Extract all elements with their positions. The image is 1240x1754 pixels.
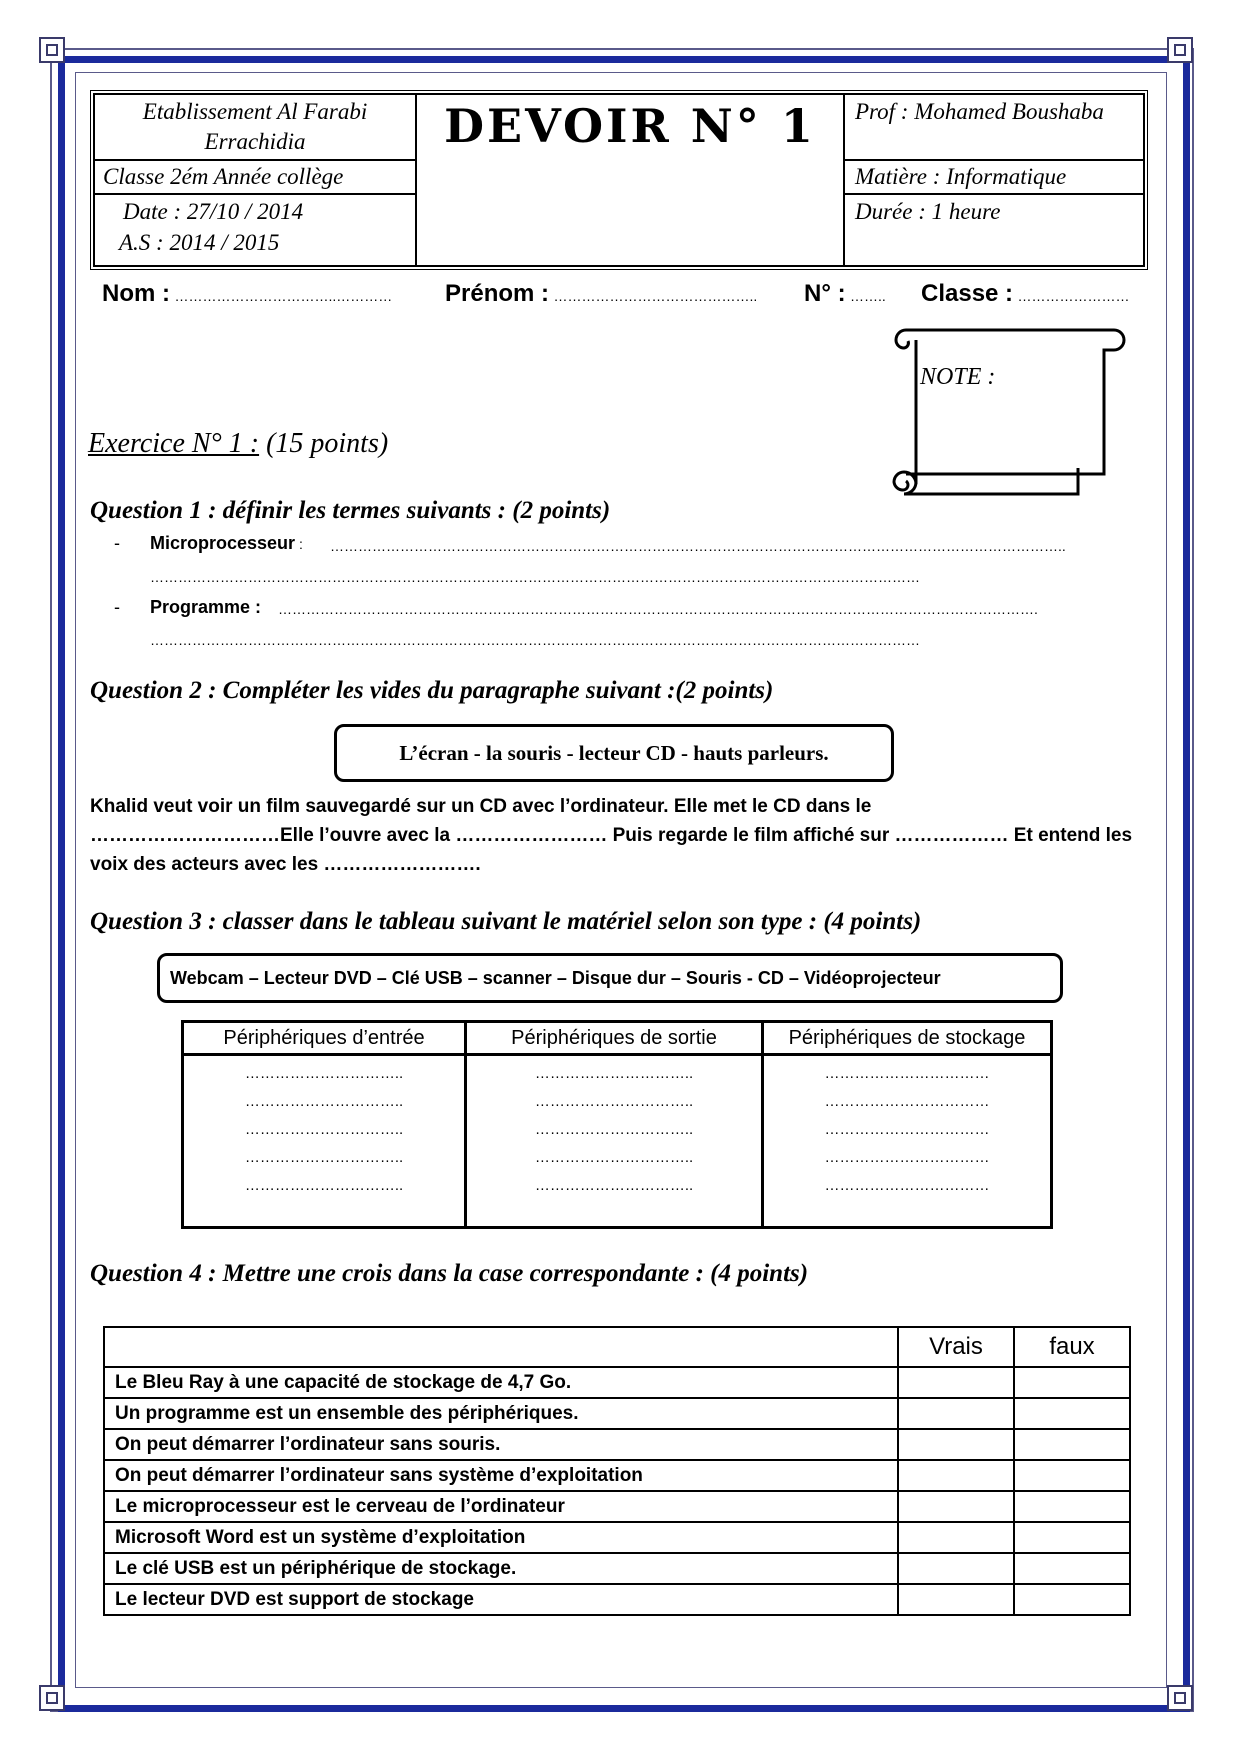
duration-label: Durée : 1 heure [855, 199, 1001, 224]
q4-false-checkbox[interactable] [1014, 1522, 1130, 1553]
q1-answer-field[interactable]: ………………………………………………………………………………………………………………………………………………… [150, 569, 920, 585]
academic-year: A.S : 2014 / 2015 [119, 230, 280, 255]
school-name: Etablissement Al Farabi [142, 99, 368, 124]
q1-answer-field[interactable]: ………………………………………………………………………………………………………………………………………………. [278, 601, 1038, 617]
question-1-title: Question 1 : définir les termes suivants : (2 points) [90, 497, 611, 524]
q3-word-box [157, 953, 1063, 1003]
q4-false-checkbox[interactable] [1014, 1491, 1130, 1522]
q4-true-checkbox[interactable] [898, 1553, 1014, 1584]
q4-true-checkbox[interactable] [898, 1584, 1014, 1615]
exam-date: Date : 27/10 / 2014 [123, 199, 304, 224]
classe-field[interactable]: …………………… [1017, 288, 1130, 304]
header-table [90, 90, 1148, 270]
q3-dot-line: ………………………….. [534, 1177, 694, 1194]
class-cell [94, 160, 416, 194]
q4-false-checkbox[interactable] [1014, 1367, 1130, 1398]
exercise-title [88, 428, 388, 460]
class-label: Classe 2ém Année collège [103, 164, 344, 189]
number-label: N° : [804, 280, 846, 307]
classe-label: Classe : [921, 280, 1014, 307]
corner-ornament-icon [39, 1685, 65, 1711]
classe-group [921, 280, 1130, 308]
q4-statement: Le clé USB est un périphérique de stockage. [104, 1553, 898, 1584]
q1-term: Programme : [150, 597, 262, 617]
prof-cell [844, 94, 1144, 160]
q3-output-column[interactable] [466, 1055, 763, 1228]
q4-statement: Microsoft Word est un système d’exploitation [104, 1522, 898, 1553]
q3-type-table [181, 1020, 1053, 1229]
q4-true-checkbox[interactable] [898, 1429, 1014, 1460]
q1-bullet: - [114, 533, 120, 553]
q4-statement: Le Bleu Ray à une capacité de stockage de 4,7 Go. [104, 1367, 898, 1398]
corner-ornament-icon [1167, 37, 1193, 63]
q1-answer-field[interactable]: ………………………………………………………………………………………………………………………………………….. [330, 538, 1066, 554]
nom-field[interactable]: ……………………………..………… [174, 288, 393, 304]
prenom-label: Prénom : [445, 280, 550, 307]
page-title: DEVOIR N° 1 [444, 99, 816, 153]
q4-false-checkbox[interactable] [1014, 1398, 1130, 1429]
exercise-number: Exercice N° 1 : [88, 428, 260, 459]
q3-storage-column[interactable] [763, 1055, 1052, 1228]
exercise-points: (15 points) [259, 428, 389, 459]
q2-paragraph-line: Khalid veut voir un film sauvegardé sur un CD avec l’ordinateur. Elle met le CD dans le [90, 796, 872, 817]
q4-true-checkbox[interactable] [898, 1522, 1014, 1553]
q4-true-checkbox[interactable] [898, 1491, 1014, 1522]
q4-statement-header [104, 1327, 898, 1367]
q4-true-false-table [103, 1326, 1131, 1616]
note-scroll-icon [878, 326, 1130, 506]
q1-term: Microprocesseur [150, 533, 296, 553]
q3-dot-line: ………………………….. [534, 1065, 694, 1082]
school-city: Errachidia [204, 129, 306, 154]
q3-dot-line: …………………………… [824, 1093, 990, 1110]
q3-input-column[interactable] [183, 1055, 466, 1228]
q3-header-output: Périphériques de sortie [466, 1022, 763, 1055]
q4-false-checkbox[interactable] [1014, 1584, 1130, 1615]
question-3-title: Question 3 : classer dans le tableau suivant le matériel selon son type : (4 points) [90, 908, 922, 935]
q4-true-checkbox[interactable] [898, 1367, 1014, 1398]
q4-true-checkbox[interactable] [898, 1398, 1014, 1429]
q4-statement: Le microprocesseur est le cerveau de l’ordinateur [104, 1491, 898, 1522]
school-cell [94, 94, 416, 160]
q4-statement: On peut démarrer l’ordinateur sans souris. [104, 1429, 898, 1460]
note-label: NOTE : [920, 364, 996, 390]
q4-false-checkbox[interactable] [1014, 1553, 1130, 1584]
q3-dot-line: ………………………….. [534, 1149, 694, 1166]
number-field[interactable]: …….. [850, 288, 886, 304]
prenom-group [445, 280, 757, 308]
q1-term-row [150, 533, 303, 554]
q3-dot-line: ………………………….. [244, 1065, 404, 1082]
q2-paragraph-line: voix des acteurs avec les ……………………. [90, 854, 481, 875]
q3-word-list: Webcam – Lecteur DVD – Clé USB – scanner – Disque dur – Souris - CD – Vidéoprojecteur [170, 968, 941, 988]
corner-ornament-icon [1167, 1685, 1193, 1711]
subject-cell [844, 160, 1144, 194]
q2-word-list: L’écran - la souris - lecteur CD - hauts parleurs. [399, 741, 829, 765]
q3-dot-line: …………………………… [824, 1149, 990, 1166]
q4-statement: Un programme est un ensemble des périphériques. [104, 1398, 898, 1429]
q4-false-checkbox[interactable] [1014, 1429, 1130, 1460]
question-4-title: Question 4 : Mettre une crois dans la case correspondante : (4 points) [90, 1260, 809, 1287]
q3-header-storage: Périphériques de stockage [763, 1022, 1052, 1055]
q3-dot-line: ………………………….. [244, 1121, 404, 1138]
q3-dot-line: …………………………… [824, 1121, 990, 1138]
q2-paragraph-line: …………………………Elle l’ouvre avec la …………………… Puis regarde le film affiché sur ……………… Et entend les [90, 825, 1133, 846]
q3-dot-line: ………………………….. [534, 1121, 694, 1138]
number-group [804, 280, 886, 308]
prenom-field[interactable]: …………………………………….. [553, 288, 758, 304]
q4-header-true: Vrais [898, 1327, 1014, 1367]
q4-false-checkbox[interactable] [1014, 1460, 1130, 1491]
corner-ornament-icon [39, 37, 65, 63]
q3-dot-line: ………………………….. [244, 1149, 404, 1166]
subject-label: Matière : Informatique [855, 164, 1067, 189]
q3-dot-line: ………………………….. [244, 1177, 404, 1194]
q2-word-box [334, 724, 894, 782]
prof-name: Prof : Mohamed Boushaba [855, 99, 1104, 124]
q3-dot-line: …………………………… [824, 1177, 990, 1194]
q3-dot-line: ………………………….. [244, 1093, 404, 1110]
date-cell [94, 194, 416, 266]
q3-dot-line: …………………………… [824, 1065, 990, 1082]
q4-statement: On peut démarrer l’ordinateur sans système d’exploitation [104, 1460, 898, 1491]
q3-dot-line: ………………………….. [534, 1093, 694, 1110]
q1-answer-field[interactable]: ………………………………………………………………………………………………………………………………………………… [150, 632, 920, 648]
question-2-title: Question 2 : Compléter les vides du paragraphe suivant :(2 points) [90, 677, 774, 704]
duration-cell [844, 194, 1144, 266]
nom-label: Nom : [102, 280, 170, 307]
identity-row [102, 280, 392, 308]
q3-header-input: Périphériques d’entrée [183, 1022, 466, 1055]
q4-statement: Le lecteur DVD est support de stockage [104, 1584, 898, 1615]
q4-true-checkbox[interactable] [898, 1460, 1014, 1491]
q1-term-colon: : [295, 536, 303, 552]
title-cell [416, 94, 844, 266]
q1-bullet: - [114, 597, 120, 617]
q4-header-false: faux [1014, 1327, 1130, 1367]
